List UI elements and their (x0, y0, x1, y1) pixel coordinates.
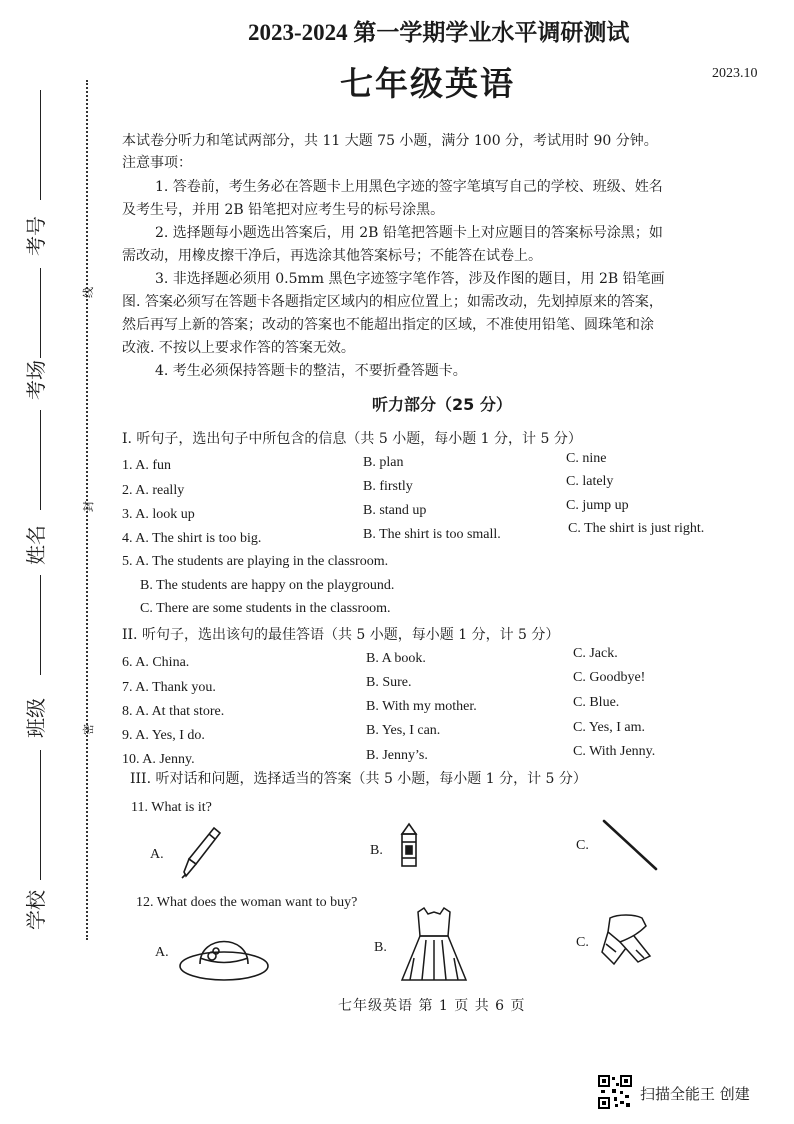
q11-label-b: B. (370, 843, 383, 858)
listening-heading: 听力部分（25 分） (372, 395, 512, 414)
q12-label-a: A. (155, 945, 169, 960)
dress-icon (398, 904, 470, 986)
q3-option-c: C. jump up (566, 498, 629, 513)
q8-option-b: B. With my mother. (366, 699, 477, 714)
exam-subject: 七年级英语 (340, 64, 515, 103)
notice-3d: 改液. 不按以上要求作答的答案无效。 (122, 340, 355, 356)
section-3-instructions: III. 听对话和问题，选择适当的答案（共 5 小题，每小题 1 分，计 5 分） (130, 771, 587, 787)
notice-2a: 2. 选择题每小题选出答案后，用 2B 铅笔把答题卡上对应题目的答案标号涂黑；如 (155, 225, 663, 241)
notice-3c: 然后再写上新的答案；改动的答案也不能超出指定的区域，不准使用铅笔、圆珠笔和涂 (122, 317, 654, 333)
q11-label-c: C. (576, 838, 589, 853)
exam-overview: 本试卷分听力和笔试两部分，共 11 大题 75 小题，满分 100 分，考试用时 90 分钟。 (122, 133, 658, 149)
q2-option-c: C. lately (566, 474, 614, 489)
notice-1b: 及考生号，并用 2B 铅笔把对应考生号的标号涂黑。 (122, 202, 445, 218)
q8-option-a: 8. A. At that store. (122, 704, 225, 719)
notice-2b: 需改动，用橡皮擦干净后，再选涂其他答案标号；不能答在试卷上。 (122, 248, 542, 264)
q8-option-c: C. Blue. (573, 695, 620, 710)
q2-option-a: 2. A. really (122, 483, 185, 498)
label-kaohao: 考号 (24, 216, 48, 256)
kaochang-blank (40, 268, 41, 358)
kaohao-blank (40, 90, 41, 200)
q10-option-a: 10. A. Jenny. (122, 752, 195, 767)
notice-1a: 1. 答卷前，考生务必在答题卡上用黑色字迹的签字笔填写自己的学校、班级、姓名 (155, 179, 663, 195)
q9-option-a: 9. A. Yes, I do. (122, 728, 205, 743)
fountain-pen-icon (176, 824, 222, 880)
scanner-watermark: 扫描全能王 创建 (640, 1085, 750, 1103)
q12-question: 12. What does the woman want to buy? (136, 895, 358, 910)
hat-icon (176, 918, 272, 984)
qr-code-icon (598, 1075, 632, 1109)
q2-option-b: B. firstly (363, 479, 413, 494)
seal-mi: 密 (82, 724, 95, 735)
seal-feng: 封 (82, 501, 95, 512)
section-1-instructions: I. 听句子，选出句子中所包含的信息（共 5 小题，每小题 1 分，计 5 分） (122, 431, 582, 447)
page-footer: 七年级英语 第 1 页 共 6 页 (338, 998, 526, 1014)
q1-option-c: C. nine (566, 451, 607, 466)
notice-3a: 3. 非选择题必须用 0.5mm 黑色字迹签字笔作答，涉及作图的题目，用 2B 铅笔画 (155, 271, 665, 287)
notice-4: 4. 考生必须保持答题卡的整洁，不要折叠答题卡。 (155, 363, 467, 379)
q11-label-a: A. (150, 847, 164, 862)
notice-3b: 图. 答案必须写在答题卡各题指定区域内的相应位置上；如需改动，先划掉原来的答案， (122, 294, 663, 310)
label-xingming: 姓名 (24, 525, 48, 565)
q10-option-b: B. Jenny’s. (366, 748, 428, 763)
q3-option-b: B. stand up (363, 503, 427, 518)
label-xuexiao: 学校 (24, 890, 48, 930)
xuexiao-blank (40, 750, 41, 880)
q7-option-c: C. Goodbye! (573, 670, 646, 685)
label-kaochang: 考场 (24, 360, 48, 400)
q6-option-a: 6. A. China. (122, 655, 190, 670)
q4-option-a: 4. A. The shirt is too big. (122, 531, 262, 546)
q5-option-b: B. The students are happy on the playground. (140, 578, 395, 593)
exam-title: 2023-2024 第一学期学业水平调研测试 (248, 20, 630, 45)
section-2-instructions: II. 听句子，选出该句的最佳答语（共 5 小题，每小题 1 分，计 5 分） (122, 627, 560, 643)
exam-date: 2023.10 (712, 66, 758, 81)
banji-blank (40, 575, 41, 675)
q9-option-b: B. Yes, I can. (366, 723, 441, 738)
q6-option-b: B. A book. (366, 651, 426, 666)
q4-option-c: C. The shirt is just right. (568, 521, 705, 536)
crayon-icon (398, 822, 420, 870)
label-banji: 班级 (24, 698, 48, 738)
q9-option-c: C. Yes, I am. (573, 720, 645, 735)
q6-option-c: C. Jack. (573, 646, 618, 661)
q7-option-a: 7. A. Thank you. (122, 680, 216, 695)
q3-option-a: 3. A. look up (122, 507, 195, 522)
brush-icon (600, 817, 662, 873)
scarf-icon (598, 912, 654, 970)
q7-option-b: B. Sure. (366, 675, 412, 690)
q12-label-c: C. (576, 935, 589, 950)
q10-option-c: C. With Jenny. (573, 744, 656, 759)
q4-option-b: B. The shirt is too small. (363, 527, 501, 542)
q12-label-b: B. (374, 940, 387, 955)
q1-option-b: B. plan (363, 455, 404, 470)
xingming-blank (40, 410, 41, 510)
q5-option-c: C. There are some students in the classroom. (140, 601, 391, 616)
seal-xian: 线 (82, 287, 95, 298)
q5-option-a: 5. A. The students are playing in the classroom. (122, 554, 389, 569)
q11-question: 11. What is it? (131, 800, 212, 815)
notice-heading: 注意事项： (122, 155, 192, 171)
q1-option-a: 1. A. fun (122, 458, 171, 473)
